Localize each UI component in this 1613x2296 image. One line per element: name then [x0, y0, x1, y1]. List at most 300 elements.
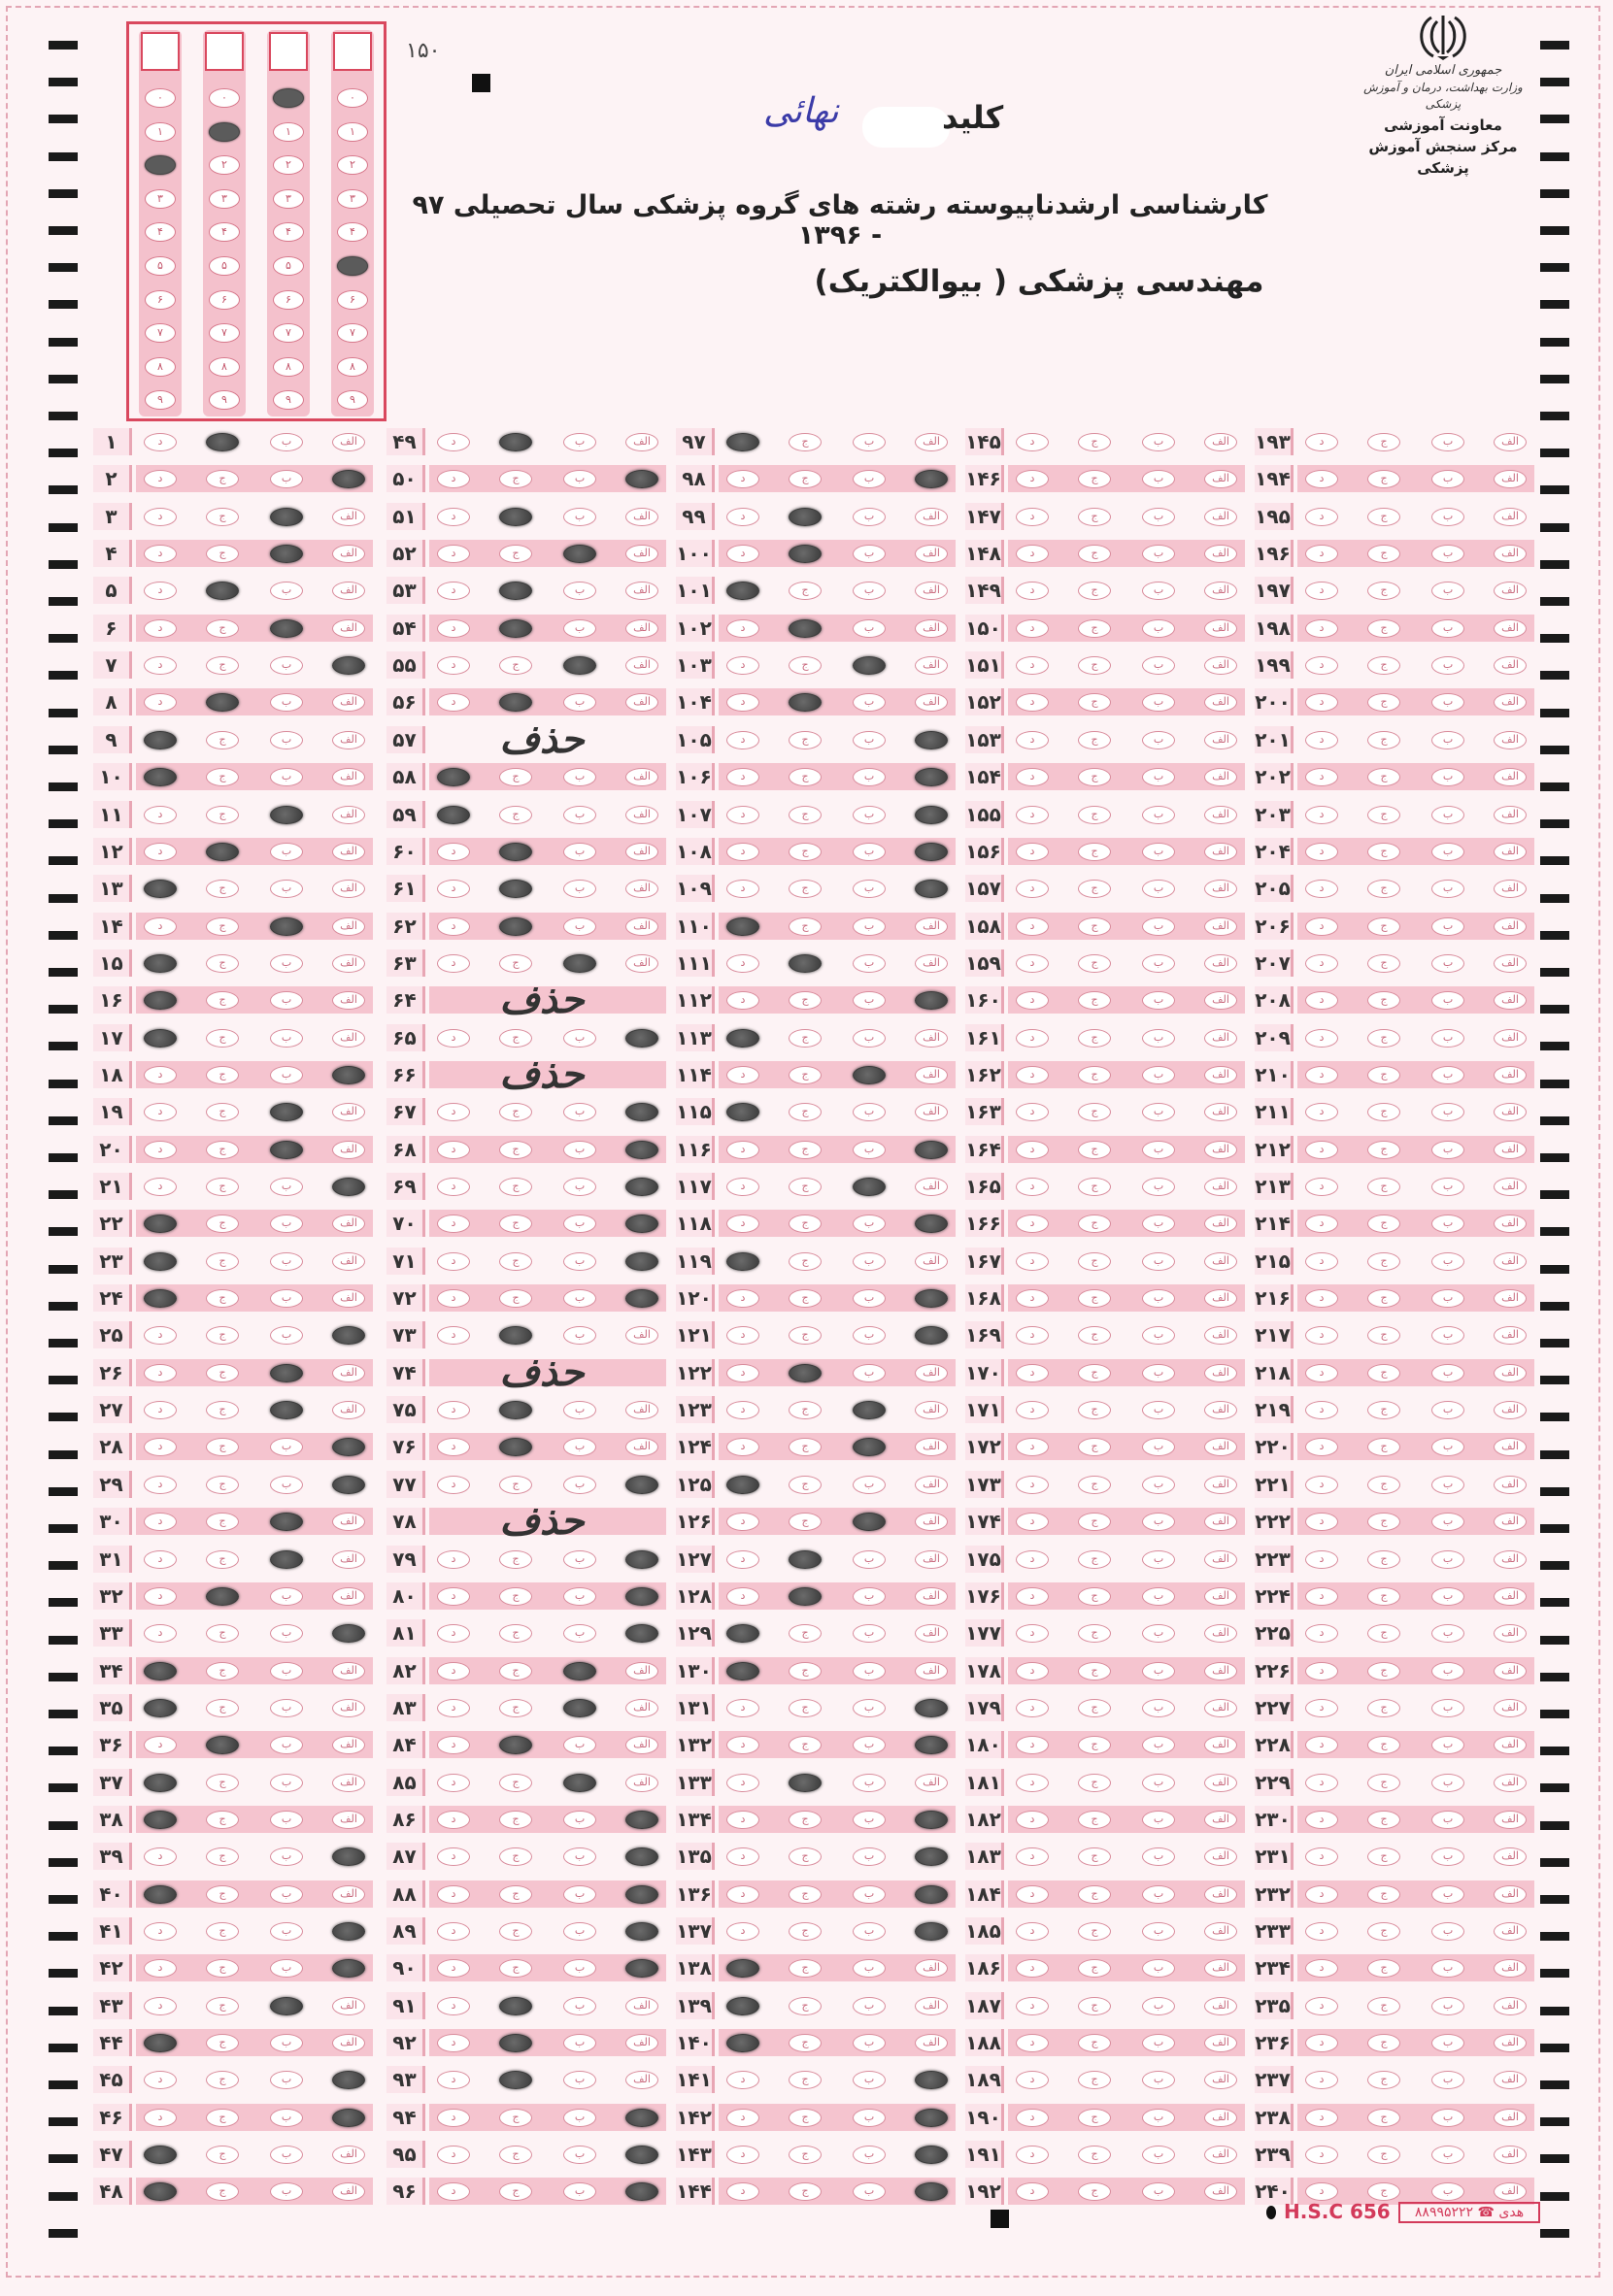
answer-bubble[interactable]: الف: [1204, 2071, 1237, 2089]
answer-bubble[interactable]: الف: [1494, 1587, 1527, 1606]
answer-bubble[interactable]: [270, 1997, 303, 2015]
answer-bubble[interactable]: ج: [1078, 1847, 1111, 1866]
answer-bubble[interactable]: [206, 843, 239, 861]
answer-bubble[interactable]: ب: [1431, 2034, 1464, 2052]
answer-bubble[interactable]: ب: [1142, 545, 1175, 563]
answer-bubble[interactable]: ب: [563, 693, 596, 712]
answer-bubble[interactable]: ب: [1431, 582, 1464, 600]
answer-bubble[interactable]: الف: [332, 1141, 365, 1159]
answer-bubble[interactable]: [332, 1066, 365, 1084]
answer-bubble[interactable]: ب: [270, 1885, 303, 1904]
answer-bubble[interactable]: ج: [206, 806, 239, 824]
answer-bubble[interactable]: ب: [563, 1252, 596, 1271]
answer-bubble[interactable]: الف: [915, 1029, 948, 1048]
code-digit-bubble[interactable]: ۰: [145, 88, 176, 108]
answer-bubble[interactable]: د: [1016, 954, 1049, 973]
answer-bubble[interactable]: الف: [1204, 1215, 1237, 1233]
answer-bubble[interactable]: ب: [1431, 1215, 1464, 1233]
answer-bubble[interactable]: ج: [789, 1513, 822, 1531]
answer-bubble[interactable]: الف: [915, 1662, 948, 1680]
answer-bubble[interactable]: الف: [1494, 693, 1527, 712]
answer-bubble[interactable]: ب: [853, 1215, 886, 1233]
answer-bubble[interactable]: ب: [853, 2182, 886, 2201]
answer-bubble[interactable]: د: [1016, 1811, 1049, 1829]
answer-bubble[interactable]: الف: [332, 1774, 365, 1792]
answer-bubble[interactable]: [270, 917, 303, 936]
answer-bubble[interactable]: د: [437, 1252, 470, 1271]
answer-bubble[interactable]: ج: [206, 656, 239, 675]
answer-bubble[interactable]: ب: [1142, 1066, 1175, 1084]
answer-bubble[interactable]: ج: [1078, 1959, 1111, 1978]
answer-bubble[interactable]: الف: [1494, 582, 1527, 600]
answer-bubble[interactable]: ب: [563, 1476, 596, 1494]
answer-bubble[interactable]: الف: [1204, 545, 1237, 563]
answer-bubble[interactable]: ب: [1431, 2182, 1464, 2201]
code-entry-box[interactable]: [205, 32, 244, 71]
code-digit-bubble[interactable]: ۶: [209, 290, 240, 310]
answer-bubble[interactable]: د: [144, 1922, 177, 1941]
answer-bubble[interactable]: [915, 1847, 948, 1866]
answer-bubble[interactable]: [915, 1699, 948, 1717]
answer-bubble[interactable]: [270, 1103, 303, 1121]
answer-bubble[interactable]: الف: [1494, 1774, 1527, 1792]
answer-bubble[interactable]: د: [1305, 1587, 1338, 1606]
answer-bubble[interactable]: [789, 1587, 822, 1606]
code-digit-bubble[interactable]: ۰: [337, 88, 368, 108]
answer-bubble[interactable]: الف: [625, 508, 658, 526]
answer-bubble[interactable]: د: [144, 917, 177, 936]
answer-bubble[interactable]: ب: [1142, 1141, 1175, 1159]
answer-bubble[interactable]: د: [144, 1401, 177, 1419]
answer-bubble[interactable]: الف: [1204, 1959, 1237, 1978]
answer-bubble[interactable]: د: [437, 1847, 470, 1866]
answer-bubble[interactable]: ج: [499, 2146, 532, 2164]
answer-bubble[interactable]: ج: [789, 843, 822, 861]
answer-bubble[interactable]: الف: [1494, 843, 1527, 861]
answer-bubble[interactable]: د: [1305, 1624, 1338, 1643]
answer-bubble[interactable]: د: [437, 2071, 470, 2089]
answer-bubble[interactable]: د: [1016, 1438, 1049, 1456]
answer-bubble[interactable]: د: [1305, 619, 1338, 638]
answer-bubble[interactable]: ج: [206, 619, 239, 638]
answer-bubble[interactable]: ب: [1431, 806, 1464, 824]
answer-bubble[interactable]: الف: [1494, 991, 1527, 1010]
answer-bubble[interactable]: ج: [1078, 1550, 1111, 1569]
answer-bubble[interactable]: د: [1305, 470, 1338, 488]
answer-bubble[interactable]: الف: [1204, 1401, 1237, 1419]
code-digit-bubble[interactable]: ۵: [273, 256, 304, 276]
answer-bubble[interactable]: ب: [270, 1178, 303, 1196]
answer-bubble[interactable]: د: [144, 433, 177, 451]
answer-bubble[interactable]: الف: [1204, 1066, 1237, 1084]
answer-bubble[interactable]: ب: [853, 768, 886, 786]
answer-bubble[interactable]: ج: [1078, 880, 1111, 898]
answer-bubble[interactable]: [332, 1922, 365, 1941]
answer-bubble[interactable]: ب: [270, 954, 303, 973]
answer-bubble[interactable]: الف: [915, 1997, 948, 2015]
answer-bubble[interactable]: [915, 731, 948, 749]
code-digit-bubble[interactable]: ۷: [273, 323, 304, 343]
answer-bubble[interactable]: د: [1305, 1774, 1338, 1792]
answer-bubble[interactable]: ج: [1367, 433, 1400, 451]
answer-bubble[interactable]: ب: [563, 619, 596, 638]
answer-bubble[interactable]: ج: [499, 1029, 532, 1048]
answer-bubble[interactable]: ج: [206, 1959, 239, 1978]
answer-bubble[interactable]: د: [726, 1587, 759, 1606]
answer-bubble[interactable]: د: [1016, 2146, 1049, 2164]
answer-bubble[interactable]: الف: [1204, 508, 1237, 526]
code-digit-bubble[interactable]: ۸: [273, 357, 304, 377]
answer-bubble[interactable]: د: [144, 1550, 177, 1569]
answer-bubble[interactable]: ج: [206, 1438, 239, 1456]
answer-bubble[interactable]: ب: [1142, 1736, 1175, 1754]
answer-bubble[interactable]: الف: [625, 693, 658, 712]
answer-bubble[interactable]: ج: [789, 1029, 822, 1048]
answer-bubble[interactable]: ج: [789, 806, 822, 824]
answer-bubble[interactable]: ب: [270, 1811, 303, 1829]
answer-bubble[interactable]: ج: [1078, 582, 1111, 600]
answer-bubble[interactable]: ج: [1367, 1699, 1400, 1717]
answer-bubble[interactable]: الف: [1204, 1438, 1237, 1456]
answer-bubble[interactable]: ب: [563, 1326, 596, 1345]
answer-bubble[interactable]: الف: [915, 433, 948, 451]
answer-bubble[interactable]: ج: [206, 2146, 239, 2164]
answer-bubble[interactable]: ب: [1431, 768, 1464, 786]
answer-bubble[interactable]: الف: [1204, 954, 1237, 973]
answer-bubble[interactable]: ج: [1078, 2146, 1111, 2164]
answer-bubble[interactable]: ج: [206, 1811, 239, 1829]
answer-bubble[interactable]: الف: [1204, 2109, 1237, 2127]
answer-bubble[interactable]: د: [1305, 1029, 1338, 1048]
answer-bubble[interactable]: د: [1016, 1774, 1049, 1792]
answer-bubble[interactable]: ب: [853, 508, 886, 526]
answer-bubble[interactable]: ج: [1078, 1922, 1111, 1941]
answer-bubble[interactable]: د: [1016, 1959, 1049, 1978]
answer-bubble[interactable]: الف: [1494, 1959, 1527, 1978]
answer-bubble[interactable]: الف: [1494, 1922, 1527, 1941]
answer-bubble[interactable]: ج: [1078, 2109, 1111, 2127]
answer-bubble[interactable]: د: [144, 1103, 177, 1121]
answer-bubble[interactable]: د: [437, 1401, 470, 1419]
answer-bubble[interactable]: د: [726, 470, 759, 488]
code-digit-bubble[interactable]: ۲: [337, 155, 368, 175]
answer-bubble[interactable]: ج: [1078, 991, 1111, 1010]
answer-bubble[interactable]: ب: [270, 1624, 303, 1643]
answer-bubble[interactable]: ج: [789, 880, 822, 898]
answer-bubble[interactable]: الف: [625, 1326, 658, 1345]
code-digit-bubble[interactable]: ۲: [209, 155, 240, 175]
answer-bubble[interactable]: [726, 1476, 759, 1494]
answer-bubble[interactable]: [563, 1662, 596, 1680]
answer-bubble[interactable]: [270, 619, 303, 638]
answer-bubble[interactable]: ب: [1431, 954, 1464, 973]
answer-bubble[interactable]: د: [1016, 1141, 1049, 1159]
answer-bubble[interactable]: د: [144, 1178, 177, 1196]
answer-bubble[interactable]: الف: [1204, 1550, 1237, 1569]
answer-bubble[interactable]: د: [726, 1847, 759, 1866]
answer-bubble[interactable]: د: [1305, 880, 1338, 898]
answer-bubble[interactable]: ج: [1078, 2071, 1111, 2089]
answer-bubble[interactable]: ب: [1431, 1178, 1464, 1196]
answer-bubble[interactable]: الف: [915, 1103, 948, 1121]
answer-bubble[interactable]: د: [1305, 991, 1338, 1010]
answer-bubble[interactable]: ج: [206, 1401, 239, 1419]
answer-bubble[interactable]: ب: [270, 2182, 303, 2201]
answer-bubble[interactable]: ج: [1078, 1885, 1111, 1904]
code-digit-bubble[interactable]: ۴: [145, 222, 176, 242]
answer-bubble[interactable]: [625, 1587, 658, 1606]
answer-bubble[interactable]: ب: [1431, 1847, 1464, 1866]
answer-bubble[interactable]: د: [437, 1178, 470, 1196]
answer-bubble[interactable]: د: [726, 1774, 759, 1792]
answer-bubble[interactable]: الف: [332, 619, 365, 638]
answer-bubble[interactable]: ج: [1078, 508, 1111, 526]
answer-bubble[interactable]: ج: [1367, 1550, 1400, 1569]
answer-bubble[interactable]: الف: [625, 433, 658, 451]
answer-bubble[interactable]: [499, 619, 532, 638]
answer-bubble[interactable]: ب: [1431, 1624, 1464, 1643]
answer-bubble[interactable]: د: [726, 1699, 759, 1717]
answer-bubble[interactable]: ج: [789, 2182, 822, 2201]
answer-bubble[interactable]: ج: [789, 1736, 822, 1754]
answer-bubble[interactable]: ب: [270, 1922, 303, 1941]
answer-bubble[interactable]: [789, 954, 822, 973]
answer-bubble[interactable]: د: [1016, 917, 1049, 936]
answer-bubble[interactable]: د: [437, 433, 470, 451]
answer-bubble[interactable]: د: [1305, 582, 1338, 600]
answer-bubble[interactable]: [270, 806, 303, 824]
answer-bubble[interactable]: [915, 2071, 948, 2089]
answer-bubble[interactable]: د: [437, 582, 470, 600]
answer-bubble[interactable]: ج: [1078, 1997, 1111, 2015]
answer-bubble[interactable]: الف: [1204, 1289, 1237, 1308]
answer-bubble[interactable]: ج: [789, 1624, 822, 1643]
answer-bubble[interactable]: الف: [1494, 1624, 1527, 1643]
answer-bubble[interactable]: ب: [1142, 1550, 1175, 1569]
answer-bubble[interactable]: ج: [1078, 1811, 1111, 1829]
answer-bubble[interactable]: ب: [1142, 1401, 1175, 1419]
answer-bubble[interactable]: الف: [332, 917, 365, 936]
answer-bubble[interactable]: [726, 582, 759, 600]
answer-bubble[interactable]: ب: [1142, 2034, 1175, 2052]
answer-bubble[interactable]: ب: [1142, 693, 1175, 712]
answer-bubble[interactable]: د: [1305, 1959, 1338, 1978]
answer-bubble[interactable]: ب: [853, 806, 886, 824]
code-digit-bubble[interactable]: ۹: [145, 390, 176, 410]
answer-bubble[interactable]: ج: [1367, 1252, 1400, 1271]
answer-bubble[interactable]: ب: [1431, 2109, 1464, 2127]
answer-bubble[interactable]: ب: [1142, 1029, 1175, 1048]
answer-bubble[interactable]: د: [1016, 545, 1049, 563]
answer-bubble[interactable]: الف: [915, 1513, 948, 1531]
answer-bubble[interactable]: الف: [332, 1811, 365, 1829]
answer-bubble[interactable]: د: [144, 1997, 177, 2015]
answer-bubble[interactable]: ب: [1431, 1885, 1464, 1904]
answer-bubble[interactable]: ج: [1078, 433, 1111, 451]
answer-bubble[interactable]: ب: [1142, 1364, 1175, 1382]
answer-bubble[interactable]: د: [1016, 1252, 1049, 1271]
answer-bubble[interactable]: ج: [1367, 1141, 1400, 1159]
answer-bubble[interactable]: د: [437, 1922, 470, 1941]
answer-bubble[interactable]: الف: [1204, 731, 1237, 749]
answer-bubble[interactable]: د: [726, 1550, 759, 1569]
answer-bubble[interactable]: الف: [332, 1103, 365, 1121]
answer-bubble[interactable]: [915, 1885, 948, 1904]
answer-bubble[interactable]: الف: [915, 619, 948, 638]
answer-bubble[interactable]: ج: [206, 1141, 239, 1159]
answer-bubble[interactable]: ب: [1142, 470, 1175, 488]
answer-bubble[interactable]: ب: [563, 508, 596, 526]
answer-bubble[interactable]: الف: [332, 1997, 365, 2015]
answer-bubble[interactable]: [270, 1141, 303, 1159]
code-digit-bubble[interactable]: ۶: [145, 290, 176, 310]
answer-bubble[interactable]: الف: [1204, 470, 1237, 488]
answer-bubble[interactable]: ب: [1431, 1513, 1464, 1531]
answer-bubble[interactable]: الف: [1204, 880, 1237, 898]
answer-bubble[interactable]: الف: [1494, 1215, 1527, 1233]
answer-bubble[interactable]: ب: [270, 1699, 303, 1717]
answer-bubble[interactable]: [625, 1922, 658, 1941]
answer-bubble[interactable]: ب: [1142, 1662, 1175, 1680]
answer-bubble[interactable]: ج: [1367, 731, 1400, 749]
answer-bubble[interactable]: د: [1305, 1252, 1338, 1271]
answer-bubble[interactable]: ج: [1367, 880, 1400, 898]
answer-bubble[interactable]: ب: [270, 693, 303, 712]
answer-bubble[interactable]: الف: [1494, 880, 1527, 898]
answer-bubble[interactable]: [915, 1922, 948, 1941]
answer-bubble[interactable]: ب: [563, 843, 596, 861]
answer-bubble[interactable]: د: [1016, 731, 1049, 749]
answer-bubble[interactable]: ج: [499, 1922, 532, 1941]
answer-bubble[interactable]: د: [144, 1066, 177, 1084]
answer-bubble[interactable]: د: [726, 731, 759, 749]
answer-bubble[interactable]: ب: [1431, 470, 1464, 488]
answer-bubble[interactable]: ب: [1431, 508, 1464, 526]
answer-bubble[interactable]: ب: [270, 2109, 303, 2127]
answer-bubble[interactable]: [499, 508, 532, 526]
answer-bubble[interactable]: ج: [1367, 1178, 1400, 1196]
answer-bubble[interactable]: [726, 433, 759, 451]
answer-bubble[interactable]: [499, 917, 532, 936]
answer-bubble[interactable]: د: [437, 1215, 470, 1233]
answer-bubble[interactable]: د: [1305, 1699, 1338, 1717]
answer-bubble[interactable]: [144, 2146, 177, 2164]
answer-bubble[interactable]: ج: [789, 1252, 822, 1271]
answer-bubble[interactable]: الف: [1204, 1103, 1237, 1121]
answer-bubble[interactable]: ب: [1431, 1364, 1464, 1382]
answer-bubble[interactable]: الف: [1494, 1476, 1527, 1494]
answer-bubble[interactable]: د: [1305, 693, 1338, 712]
answer-bubble[interactable]: [563, 1699, 596, 1717]
answer-bubble[interactable]: ب: [853, 2034, 886, 2052]
answer-bubble[interactable]: ج: [499, 1624, 532, 1643]
answer-bubble[interactable]: ج: [1078, 731, 1111, 749]
answer-bubble[interactable]: د: [726, 545, 759, 563]
answer-bubble[interactable]: ب: [270, 1847, 303, 1866]
answer-bubble[interactable]: [625, 1885, 658, 1904]
code-digit-bubble[interactable]: ۵: [209, 256, 240, 276]
answer-bubble[interactable]: الف: [915, 1438, 948, 1456]
answer-bubble[interactable]: ج: [1078, 1662, 1111, 1680]
answer-bubble[interactable]: ب: [1142, 1847, 1175, 1866]
answer-bubble[interactable]: د: [437, 1029, 470, 1048]
answer-bubble[interactable]: ب: [1142, 1215, 1175, 1233]
answer-bubble[interactable]: الف: [1494, 2146, 1527, 2164]
answer-bubble[interactable]: الف: [1494, 2109, 1527, 2127]
answer-bubble[interactable]: ب: [563, 1811, 596, 1829]
answer-bubble[interactable]: ب: [270, 656, 303, 675]
answer-bubble[interactable]: ج: [1078, 1513, 1111, 1531]
answer-bubble[interactable]: ج: [789, 1885, 822, 1904]
answer-bubble[interactable]: ج: [789, 1922, 822, 1941]
answer-bubble[interactable]: د: [726, 1401, 759, 1419]
answer-bubble[interactable]: ب: [853, 1847, 886, 1866]
answer-bubble[interactable]: ب: [1142, 619, 1175, 638]
answer-bubble[interactable]: [915, 880, 948, 898]
answer-bubble[interactable]: ج: [1367, 1438, 1400, 1456]
answer-bubble[interactable]: [499, 1997, 532, 2015]
answer-bubble[interactable]: الف: [915, 656, 948, 675]
answer-bubble[interactable]: ج: [1078, 1066, 1111, 1084]
answer-bubble[interactable]: ج: [1367, 954, 1400, 973]
answer-bubble[interactable]: الف: [1204, 1997, 1237, 2015]
answer-bubble[interactable]: ج: [789, 1438, 822, 1456]
answer-bubble[interactable]: ج: [206, 1885, 239, 1904]
answer-bubble[interactable]: ج: [789, 656, 822, 675]
answer-bubble[interactable]: ب: [1431, 433, 1464, 451]
answer-bubble[interactable]: الف: [1204, 843, 1237, 861]
answer-bubble[interactable]: [789, 508, 822, 526]
code-digit-bubble[interactable]: ۸: [145, 357, 176, 377]
answer-bubble[interactable]: الف: [1494, 1513, 1527, 1531]
answer-bubble[interactable]: د: [726, 991, 759, 1010]
answer-bubble[interactable]: ب: [1431, 1922, 1464, 1941]
answer-bubble[interactable]: ب: [853, 433, 886, 451]
answer-bubble[interactable]: د: [437, 508, 470, 526]
answer-bubble[interactable]: ب: [270, 433, 303, 451]
answer-bubble[interactable]: الف: [625, 954, 658, 973]
code-digit-bubble[interactable]: ۸: [209, 357, 240, 377]
answer-bubble[interactable]: د: [144, 2071, 177, 2089]
answer-bubble[interactable]: د: [1305, 1997, 1338, 2015]
answer-bubble[interactable]: د: [1016, 2109, 1049, 2127]
answer-bubble[interactable]: ب: [853, 1103, 886, 1121]
answer-bubble[interactable]: الف: [1494, 1252, 1527, 1271]
answer-bubble[interactable]: ب: [853, 1959, 886, 1978]
answer-bubble[interactable]: الف: [625, 1662, 658, 1680]
answer-bubble[interactable]: ج: [1078, 1736, 1111, 1754]
answer-bubble[interactable]: [270, 508, 303, 526]
answer-bubble[interactable]: ج: [789, 1141, 822, 1159]
answer-bubble[interactable]: د: [437, 1289, 470, 1308]
answer-bubble[interactable]: [915, 1326, 948, 1345]
answer-bubble[interactable]: [625, 1178, 658, 1196]
answer-bubble[interactable]: د: [1016, 1550, 1049, 1569]
answer-bubble[interactable]: د: [144, 1587, 177, 1606]
code-digit-bubble[interactable]: ۱: [273, 122, 304, 142]
answer-bubble[interactable]: د: [1305, 731, 1338, 749]
answer-bubble[interactable]: د: [726, 693, 759, 712]
answer-bubble[interactable]: ج: [1078, 1252, 1111, 1271]
answer-bubble[interactable]: الف: [625, 843, 658, 861]
answer-bubble[interactable]: د: [1305, 843, 1338, 861]
answer-bubble[interactable]: د: [437, 2034, 470, 2052]
answer-bubble[interactable]: الف: [1494, 656, 1527, 675]
answer-bubble[interactable]: [853, 1178, 886, 1196]
answer-bubble[interactable]: الف: [1204, 693, 1237, 712]
answer-bubble[interactable]: د: [1016, 2071, 1049, 2089]
answer-bubble[interactable]: الف: [332, 806, 365, 824]
